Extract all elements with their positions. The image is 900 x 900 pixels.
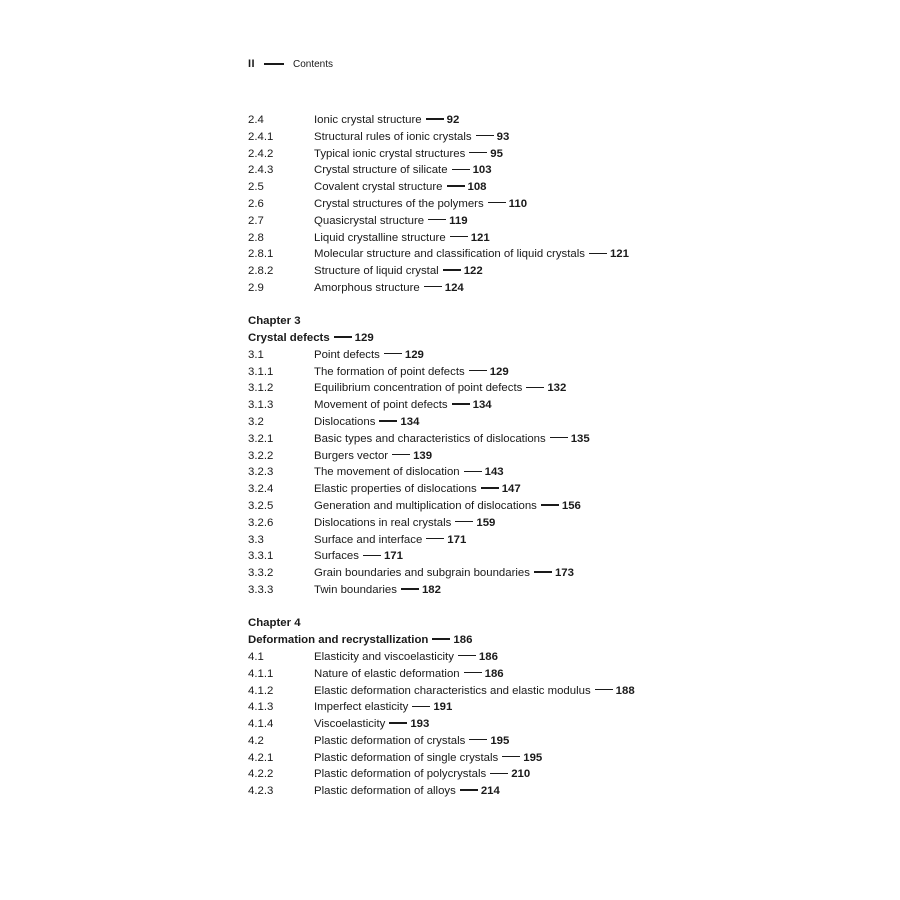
leader-dash (450, 236, 468, 237)
section-page-number: 122 (463, 265, 483, 278)
chapter-label: Chapter 3 (248, 315, 301, 328)
section-number: 2.6 (248, 197, 264, 210)
section-page-number: 135 (570, 432, 590, 445)
section-page-number: 159 (476, 516, 496, 529)
toc-entry[interactable] (248, 498, 808, 515)
section-number: 3.1.2 (248, 382, 274, 395)
toc-entry[interactable] (248, 146, 808, 163)
leader-dash (458, 655, 476, 656)
section-page-number: 129 (489, 365, 509, 378)
leader-dash (426, 538, 444, 539)
section-title: Liquid crystalline structure (314, 231, 446, 244)
section-title: Basic types and characteristics of dislocations (314, 432, 546, 445)
section-number: 4.1.3 (248, 701, 274, 714)
section-number: 3.2.2 (248, 449, 274, 462)
leader-dash (469, 370, 487, 371)
section-title: Molecular structure and classification of liquid crystals (314, 248, 585, 261)
leader-dash (469, 739, 487, 740)
section-page-number: 121 (609, 248, 629, 261)
section-page-number: 188 (615, 684, 635, 697)
section-page-number: 143 (484, 466, 504, 479)
section-page-number: 110 (508, 197, 528, 210)
toc-entry[interactable] (248, 280, 808, 297)
page-number: II (248, 58, 256, 70)
toc-entry[interactable] (248, 548, 808, 565)
toc-entry[interactable] (248, 515, 808, 532)
section-page-number: 121 (470, 231, 490, 244)
section-number: 2.8.2 (248, 265, 274, 278)
leader-dash (595, 689, 613, 690)
section-number: 3.2.3 (248, 466, 274, 479)
toc-entry[interactable] (248, 716, 808, 733)
leader-dash (389, 722, 407, 723)
leader-dash (334, 336, 352, 337)
section-page-number: 119 (449, 214, 468, 227)
toc-entry[interactable] (248, 196, 808, 213)
section-number: 3.1 (248, 348, 264, 361)
toc-entry[interactable] (248, 414, 808, 431)
toc-entry[interactable] (248, 112, 808, 129)
section-number: 4.1 (248, 650, 264, 663)
toc-entry[interactable] (248, 481, 808, 498)
section-page-number: 195 (523, 751, 543, 764)
section-number: 2.5 (248, 181, 264, 194)
section-number: 2.4.1 (248, 130, 274, 143)
leader-dash (550, 437, 568, 438)
leader-dash (452, 169, 470, 170)
section-title: Structure of liquid crystal (314, 265, 439, 278)
section-number: 2.4.3 (248, 164, 274, 177)
section-page-number: 95 (490, 147, 503, 160)
section-title: Burgers vector (314, 449, 389, 462)
section-number: 4.1.1 (248, 667, 274, 680)
section-page-number: 186 (484, 667, 504, 680)
toc-entry[interactable] (248, 666, 808, 683)
section-page-number: 186 (478, 650, 498, 663)
chapter-title-entry[interactable] (248, 330, 808, 347)
section-number: 3.3.1 (248, 550, 274, 563)
table-of-contents (248, 112, 808, 800)
section-title: Dislocations in real crystals (314, 516, 452, 529)
toc-entry[interactable] (248, 733, 808, 750)
section-page-number: 134 (472, 399, 492, 412)
section-number: 3.3.2 (248, 567, 274, 580)
section-page-number: 139 (413, 449, 433, 462)
section-title: Nature of elastic deformation (314, 667, 460, 680)
leader-dash (384, 353, 402, 354)
toc-entry[interactable] (248, 263, 808, 280)
toc-entry[interactable] (248, 162, 808, 179)
toc-entry[interactable] (248, 582, 808, 599)
section-title: Twin boundaries (314, 584, 397, 597)
section-title: Imperfect elasticity (314, 701, 409, 714)
header-rule (264, 63, 284, 65)
leader-dash (379, 420, 397, 421)
section-title: Plastic deformation of polycrystals (314, 768, 487, 781)
leader-dash (363, 555, 381, 556)
section-page-number: 195 (490, 734, 510, 747)
section-page-number: 134 (400, 416, 420, 429)
section-title: Amorphous structure (314, 281, 420, 294)
toc-entry[interactable] (248, 380, 808, 397)
section-title: Generation and multiplication of dislocations (314, 500, 537, 513)
section-number: 4.1.4 (248, 718, 274, 731)
leader-dash (424, 286, 442, 287)
section-page-number: 132 (547, 382, 567, 395)
toc-section (248, 615, 808, 800)
chapter-title: Deformation and recrystallization (248, 634, 429, 647)
section-page-number: 193 (410, 718, 430, 731)
section-title: Crystal structures of the polymers (314, 197, 484, 210)
leader-dash (481, 487, 499, 488)
section-title: Movement of point defects (314, 399, 448, 412)
leader-dash (534, 571, 552, 572)
section-page-number: 173 (554, 567, 574, 580)
toc-entry[interactable] (248, 129, 808, 146)
section-title: Quasicrystal structure (314, 214, 425, 227)
toc-entry[interactable] (248, 683, 808, 700)
toc-entry[interactable] (248, 649, 808, 666)
toc-entry[interactable] (248, 766, 808, 783)
leader-dash (428, 219, 446, 220)
section-number: 4.2.3 (248, 785, 274, 798)
section-page-number: 182 (421, 584, 441, 597)
toc-entry[interactable] (248, 364, 808, 381)
section-title: Surfaces (314, 550, 359, 563)
section-page-number: 171 (383, 550, 403, 563)
section-title: Ionic crystal structure (314, 114, 422, 126)
section-number: 2.4.2 (248, 147, 274, 160)
section-number: 4.2.2 (248, 768, 274, 781)
section-title: Grain boundaries and subgrain boundaries (314, 567, 530, 580)
leader-dash (452, 403, 470, 404)
leader-dash (488, 202, 506, 203)
leader-dash (426, 118, 444, 119)
running-header-title: Contents (293, 58, 334, 70)
section-page-number: 214 (480, 785, 500, 798)
section-title: Dislocations (314, 416, 376, 429)
section-number: 4.2.1 (248, 751, 274, 764)
chapter-title-entry[interactable] (248, 632, 808, 649)
section-title: The movement of dislocation (314, 466, 460, 479)
section-title: Typical ionic crystal structures (314, 147, 466, 160)
leader-dash (526, 387, 544, 388)
leader-dash (589, 253, 607, 254)
section-number: 3.3.3 (248, 584, 274, 597)
toc-entry[interactable] (248, 230, 808, 247)
toc-entry[interactable] (248, 750, 808, 767)
toc-entry[interactable] (248, 431, 808, 448)
leader-dash (464, 672, 482, 673)
section-number: 2.9 (248, 281, 264, 294)
section-page-number: 93 (496, 130, 510, 143)
contents-page (248, 56, 808, 817)
section-page-number: 103 (472, 164, 492, 177)
section-page-number: 124 (444, 281, 464, 294)
section-number: 2.4 (248, 114, 264, 126)
section-number: 2.8 (248, 231, 264, 244)
section-number: 3.2.4 (248, 483, 274, 496)
section-number: 3.1.1 (248, 365, 274, 378)
chapter-page-number: 129 (354, 332, 374, 345)
toc-entry[interactable] (248, 464, 808, 481)
toc-entry[interactable] (248, 699, 808, 716)
section-title: Plastic deformation of alloys (314, 785, 456, 798)
section-number: 3.1.3 (248, 399, 274, 412)
section-number: 4.1.2 (248, 684, 274, 697)
chapter-title: Crystal defects (248, 332, 330, 345)
section-page-number: 191 (433, 701, 453, 714)
toc-entry[interactable] (248, 179, 808, 196)
toc-entry[interactable] (248, 246, 808, 263)
section-number: 2.8.1 (248, 248, 274, 261)
section-page-number: 92 (446, 114, 460, 126)
section-title: Equilibrium concentration of point defects (314, 382, 523, 395)
toc-entry[interactable] (248, 397, 808, 414)
section-title: Crystal structure of silicate (314, 164, 448, 177)
toc-entry[interactable] (248, 347, 808, 364)
toc-entry[interactable] (248, 565, 808, 582)
section-page-number: 129 (404, 348, 424, 361)
section-title: Surface and interface (314, 533, 423, 546)
leader-dash (541, 504, 559, 505)
leader-dash (412, 706, 430, 707)
section-page-number: 156 (561, 500, 581, 513)
section-page-number: 108 (467, 181, 487, 194)
leader-dash (443, 269, 461, 270)
section-page-number: 171 (447, 533, 467, 546)
section-number: 3.2 (248, 416, 264, 429)
section-title: Structural rules of ionic crystals (314, 130, 472, 143)
section-page-number: 210 (511, 768, 531, 781)
leader-dash (460, 789, 478, 790)
toc-section (248, 313, 808, 599)
leader-dash (447, 185, 465, 186)
section-title: Elasticity and viscoelasticity (314, 650, 454, 663)
toc-entry[interactable] (248, 213, 808, 230)
leader-dash (464, 471, 482, 472)
running-header (248, 56, 808, 72)
chapter-page-number: 186 (453, 634, 473, 647)
leader-dash (392, 454, 410, 455)
section-title: Viscoelasticity (314, 718, 386, 731)
leader-dash (432, 638, 450, 639)
section-number: 3.2.1 (248, 432, 274, 445)
section-title: The formation of point defects (314, 365, 465, 378)
section-title: Plastic deformation of crystals (314, 734, 466, 747)
section-page-number: 147 (501, 483, 521, 496)
chapter-label: Chapter 4 (248, 617, 301, 630)
section-title: Covalent crystal structure (314, 181, 443, 194)
section-number: 3.2.6 (248, 516, 274, 529)
section-number: 3.2.5 (248, 500, 274, 513)
section-title: Plastic deformation of single crystals (314, 751, 499, 764)
toc-entry[interactable] (248, 532, 808, 549)
leader-dash (490, 773, 508, 774)
section-number: 3.3 (248, 533, 264, 546)
section-number: 2.7 (248, 214, 264, 227)
leader-dash (469, 152, 487, 153)
leader-dash (476, 135, 494, 136)
toc-section (248, 112, 808, 297)
leader-dash (401, 588, 419, 589)
toc-entry[interactable] (248, 448, 808, 465)
section-title: Point defects (314, 348, 380, 361)
section-number: 4.2 (248, 734, 264, 747)
leader-dash (502, 756, 520, 757)
leader-dash (455, 521, 473, 522)
section-title: Elastic properties of dislocations (314, 483, 477, 496)
section-title: Elastic deformation characteristics and elastic modulus (314, 684, 591, 697)
toc-entry[interactable] (248, 783, 808, 800)
